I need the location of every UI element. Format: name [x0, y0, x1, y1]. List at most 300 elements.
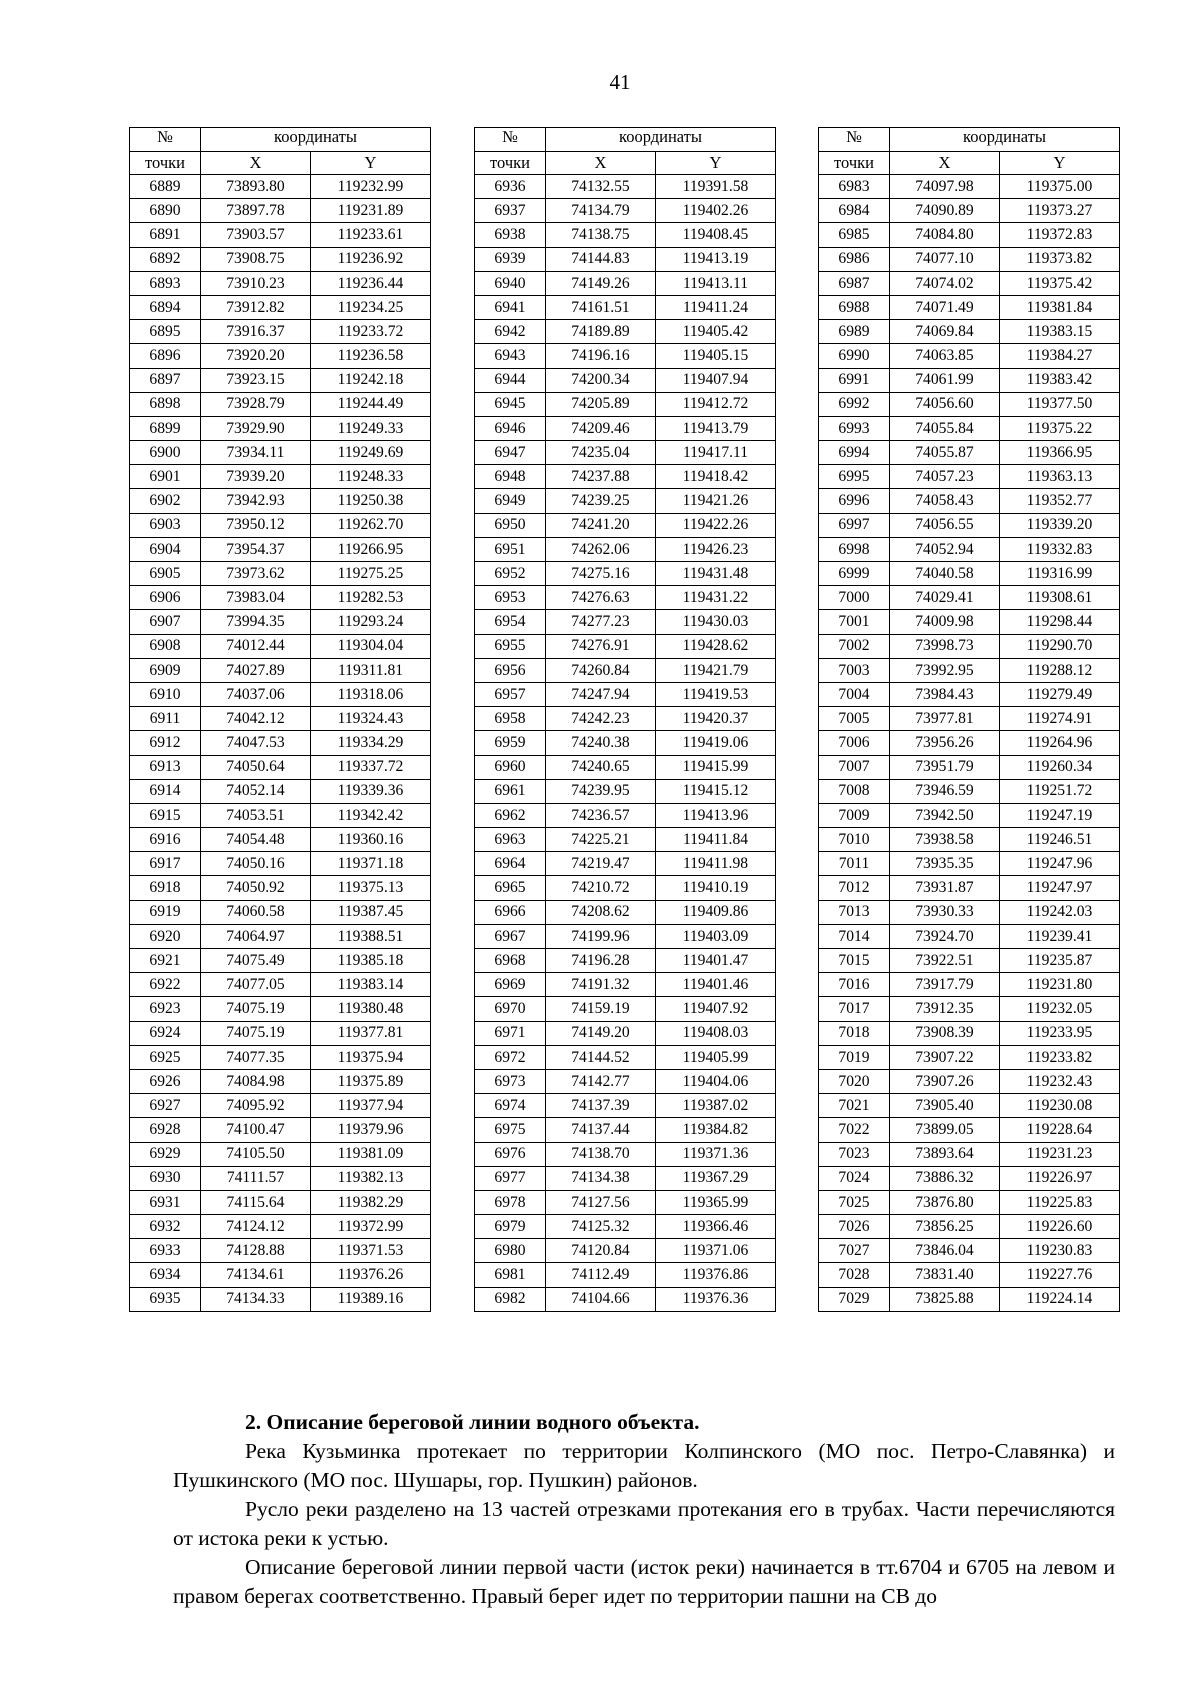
y-coordinate-cell: 119407.94	[656, 368, 776, 392]
point-number-cell: 6958	[475, 707, 546, 731]
point-number-cell: 6934	[130, 1263, 201, 1287]
y-coordinate-cell: 119304.04	[311, 634, 431, 658]
table-row	[475, 368, 776, 392]
x-coordinate-cell: 73998.73	[890, 634, 1000, 658]
x-coordinate-cell: 74134.79	[546, 199, 656, 223]
point-number-cell: 6951	[475, 537, 546, 561]
table-row	[819, 852, 1120, 876]
point-number-cell: 6983	[819, 175, 890, 199]
y-coordinate-cell: 119379.96	[311, 1118, 431, 1142]
x-coordinate-cell: 74054.48	[201, 828, 311, 852]
x-coordinate-cell: 73929.90	[201, 416, 311, 440]
x-coordinate-cell: 73934.11	[201, 441, 311, 465]
table-row	[130, 1069, 431, 1093]
y-coordinate-cell: 119233.82	[1000, 1045, 1120, 1069]
point-number-cell: 6893	[130, 271, 201, 295]
x-coordinate-cell: 74047.53	[201, 731, 311, 755]
x-coordinate-cell: 74125.32	[546, 1215, 656, 1239]
table-row	[130, 344, 431, 368]
x-coordinate-cell: 73922.51	[890, 949, 1000, 973]
point-number-cell: 6981	[475, 1263, 546, 1287]
y-coordinate-cell: 119419.06	[656, 731, 776, 755]
point-number-cell: 6936	[475, 175, 546, 199]
table-row	[130, 707, 431, 731]
header-coordinates: координаты	[890, 128, 1120, 152]
table-row	[475, 175, 776, 199]
x-coordinate-cell: 73912.82	[201, 295, 311, 319]
point-number-cell: 6947	[475, 441, 546, 465]
point-number-cell: 6905	[130, 562, 201, 586]
table-row	[819, 1045, 1120, 1069]
x-coordinate-cell: 74100.47	[201, 1118, 311, 1142]
header-number: №	[819, 128, 890, 152]
y-coordinate-cell: 119290.70	[1000, 634, 1120, 658]
table-row	[130, 1215, 431, 1239]
header-number: №	[475, 128, 546, 152]
header-coordinates: координаты	[201, 128, 431, 152]
x-coordinate-cell: 74262.06	[546, 537, 656, 561]
x-coordinate-cell: 73935.35	[890, 852, 1000, 876]
y-coordinate-cell: 119413.96	[656, 803, 776, 827]
header-number: №	[130, 128, 201, 152]
x-coordinate-cell: 74060.58	[201, 900, 311, 924]
table-row	[475, 416, 776, 440]
table-row	[475, 610, 776, 634]
y-coordinate-cell: 119426.23	[656, 537, 776, 561]
point-number-cell: 6926	[130, 1069, 201, 1093]
table-row	[819, 1094, 1120, 1118]
y-coordinate-cell: 119373.27	[1000, 199, 1120, 223]
table-row	[475, 997, 776, 1021]
y-coordinate-cell: 119417.11	[656, 441, 776, 465]
y-coordinate-cell: 119376.26	[311, 1263, 431, 1287]
point-number-cell: 6891	[130, 223, 201, 247]
table-row	[475, 1094, 776, 1118]
point-number-cell: 6896	[130, 344, 201, 368]
x-coordinate-cell: 74134.33	[201, 1287, 311, 1311]
y-coordinate-cell: 119311.81	[311, 658, 431, 682]
y-coordinate-cell: 119391.58	[656, 175, 776, 199]
y-coordinate-cell: 119231.23	[1000, 1142, 1120, 1166]
point-number-cell: 6953	[475, 586, 546, 610]
table-row	[819, 1263, 1120, 1287]
y-coordinate-cell: 119324.43	[311, 707, 431, 731]
point-number-cell: 6944	[475, 368, 546, 392]
x-coordinate-cell: 74199.96	[546, 924, 656, 948]
y-coordinate-cell: 119249.33	[311, 416, 431, 440]
table-row	[475, 489, 776, 513]
x-coordinate-cell: 74077.10	[890, 247, 1000, 271]
y-coordinate-cell: 119236.58	[311, 344, 431, 368]
y-coordinate-cell: 119371.53	[311, 1239, 431, 1263]
table-row	[130, 586, 431, 610]
x-coordinate-cell: 74149.26	[546, 271, 656, 295]
y-coordinate-cell: 119384.27	[1000, 344, 1120, 368]
point-number-cell: 6969	[475, 973, 546, 997]
y-coordinate-cell: 119430.03	[656, 610, 776, 634]
point-number-cell: 6941	[475, 295, 546, 319]
point-number-cell: 6961	[475, 779, 546, 803]
paragraph: Русло реки разделено на 13 частей отрезками протекания его в трубах. Части перечисляются от истока реки к устью.	[173, 1497, 1115, 1550]
table-row	[130, 924, 431, 948]
table-row	[475, 779, 776, 803]
point-number-cell: 6946	[475, 416, 546, 440]
y-coordinate-cell: 119332.83	[1000, 537, 1120, 561]
y-coordinate-cell: 119380.48	[311, 997, 431, 1021]
y-coordinate-cell: 119298.44	[1000, 610, 1120, 634]
table-row	[819, 295, 1120, 319]
x-coordinate-cell: 73920.20	[201, 344, 311, 368]
y-coordinate-cell: 119227.76	[1000, 1263, 1120, 1287]
table-row	[130, 658, 431, 682]
point-number-cell: 6974	[475, 1094, 546, 1118]
x-coordinate-cell: 73939.20	[201, 465, 311, 489]
table-row	[475, 1263, 776, 1287]
x-coordinate-cell: 74149.20	[546, 1021, 656, 1045]
y-coordinate-cell: 119372.99	[311, 1215, 431, 1239]
table-row	[819, 199, 1120, 223]
x-coordinate-cell: 74055.87	[890, 441, 1000, 465]
table-row	[130, 513, 431, 537]
table-row	[130, 1045, 431, 1069]
y-coordinate-cell: 119376.36	[656, 1287, 776, 1311]
table-row	[819, 1118, 1120, 1142]
table-row	[819, 489, 1120, 513]
point-number-cell: 7010	[819, 828, 890, 852]
point-number-cell: 6919	[130, 900, 201, 924]
y-coordinate-cell: 119382.29	[311, 1190, 431, 1214]
y-coordinate-cell: 119262.70	[311, 513, 431, 537]
point-number-cell: 6979	[475, 1215, 546, 1239]
point-number-cell: 6911	[130, 707, 201, 731]
point-number-cell: 7023	[819, 1142, 890, 1166]
x-coordinate-cell: 73938.58	[890, 828, 1000, 852]
y-coordinate-cell: 119251.72	[1000, 779, 1120, 803]
x-coordinate-cell: 74057.23	[890, 465, 1000, 489]
x-coordinate-cell: 74074.02	[890, 271, 1000, 295]
x-coordinate-cell: 74239.95	[546, 779, 656, 803]
y-coordinate-cell: 119230.83	[1000, 1239, 1120, 1263]
table-row	[475, 949, 776, 973]
x-coordinate-cell: 73942.50	[890, 803, 1000, 827]
table-row	[475, 1287, 776, 1311]
point-number-cell: 6908	[130, 634, 201, 658]
table-row	[130, 1094, 431, 1118]
y-coordinate-cell: 119366.46	[656, 1215, 776, 1239]
table-row	[819, 755, 1120, 779]
header-y: Y	[656, 152, 776, 175]
point-number-cell: 6923	[130, 997, 201, 1021]
point-number-cell: 6935	[130, 1287, 201, 1311]
point-number-cell: 7003	[819, 658, 890, 682]
y-coordinate-cell: 119274.91	[1000, 707, 1120, 731]
point-number-cell: 6978	[475, 1190, 546, 1214]
table-row	[130, 803, 431, 827]
table-row	[475, 295, 776, 319]
header-x: X	[546, 152, 656, 175]
table-row	[130, 852, 431, 876]
x-coordinate-cell: 73924.70	[890, 924, 1000, 948]
x-coordinate-cell: 73984.43	[890, 682, 1000, 706]
y-coordinate-cell: 119418.42	[656, 465, 776, 489]
table-row	[475, 1190, 776, 1214]
table-row	[819, 175, 1120, 199]
y-coordinate-cell: 119385.18	[311, 949, 431, 973]
table-row	[819, 465, 1120, 489]
point-number-cell: 6959	[475, 731, 546, 755]
x-coordinate-cell: 74052.94	[890, 537, 1000, 561]
header-y: Y	[1000, 152, 1120, 175]
table-row	[130, 1142, 431, 1166]
table-row	[130, 247, 431, 271]
point-number-cell: 7020	[819, 1069, 890, 1093]
table-row	[130, 562, 431, 586]
point-number-cell: 6928	[130, 1118, 201, 1142]
x-coordinate-cell: 74191.32	[546, 973, 656, 997]
table-row	[130, 537, 431, 561]
y-coordinate-cell: 119235.87	[1000, 949, 1120, 973]
point-number-cell: 6943	[475, 344, 546, 368]
point-number-cell: 6942	[475, 320, 546, 344]
y-coordinate-cell: 119403.09	[656, 924, 776, 948]
table-row	[819, 537, 1120, 561]
table-row	[130, 682, 431, 706]
table-row	[819, 368, 1120, 392]
y-coordinate-cell: 119428.62	[656, 634, 776, 658]
point-number-cell: 6980	[475, 1239, 546, 1263]
y-coordinate-cell: 119409.86	[656, 900, 776, 924]
table-row	[130, 223, 431, 247]
table-row	[819, 344, 1120, 368]
table-row	[475, 731, 776, 755]
x-coordinate-cell: 74075.49	[201, 949, 311, 973]
x-coordinate-cell: 74210.72	[546, 876, 656, 900]
y-coordinate-cell: 119236.92	[311, 247, 431, 271]
table-row	[819, 1287, 1120, 1311]
point-number-cell: 6968	[475, 949, 546, 973]
y-coordinate-cell: 119415.12	[656, 779, 776, 803]
point-number-cell: 6918	[130, 876, 201, 900]
x-coordinate-cell: 74090.89	[890, 199, 1000, 223]
table-row	[819, 731, 1120, 755]
x-coordinate-cell: 74124.12	[201, 1215, 311, 1239]
y-coordinate-cell: 119337.72	[311, 755, 431, 779]
y-coordinate-cell: 119318.06	[311, 682, 431, 706]
x-coordinate-cell: 74027.89	[201, 658, 311, 682]
table-row	[819, 513, 1120, 537]
table-row	[475, 1166, 776, 1190]
x-coordinate-cell: 74042.12	[201, 707, 311, 731]
y-coordinate-cell: 119232.43	[1000, 1069, 1120, 1093]
table-row	[819, 416, 1120, 440]
point-number-cell: 7005	[819, 707, 890, 731]
table-row	[819, 223, 1120, 247]
table-row	[819, 682, 1120, 706]
x-coordinate-cell: 74196.28	[546, 949, 656, 973]
x-coordinate-cell: 74104.66	[546, 1287, 656, 1311]
x-coordinate-cell: 74075.19	[201, 997, 311, 1021]
point-number-cell: 6986	[819, 247, 890, 271]
x-coordinate-cell: 74115.64	[201, 1190, 311, 1214]
table-row	[475, 634, 776, 658]
table-row	[130, 1190, 431, 1214]
x-coordinate-cell: 74276.63	[546, 586, 656, 610]
table-row	[475, 537, 776, 561]
point-number-cell: 6992	[819, 392, 890, 416]
y-coordinate-cell: 119233.61	[311, 223, 431, 247]
table-row	[475, 1069, 776, 1093]
x-coordinate-cell: 74053.51	[201, 803, 311, 827]
y-coordinate-cell: 119239.41	[1000, 924, 1120, 948]
y-coordinate-cell: 119226.97	[1000, 1166, 1120, 1190]
y-coordinate-cell: 119334.29	[311, 731, 431, 755]
x-coordinate-cell: 74064.97	[201, 924, 311, 948]
table-row	[475, 973, 776, 997]
x-coordinate-cell: 74241.20	[546, 513, 656, 537]
point-number-cell: 7008	[819, 779, 890, 803]
y-coordinate-cell: 119377.94	[311, 1094, 431, 1118]
table-row	[819, 900, 1120, 924]
point-number-cell: 6950	[475, 513, 546, 537]
y-coordinate-cell: 119363.13	[1000, 465, 1120, 489]
x-coordinate-cell: 74071.49	[890, 295, 1000, 319]
y-coordinate-cell: 119244.49	[311, 392, 431, 416]
x-coordinate-cell: 74161.51	[546, 295, 656, 319]
point-number-cell: 6909	[130, 658, 201, 682]
x-coordinate-cell: 74058.43	[890, 489, 1000, 513]
point-number-cell: 6957	[475, 682, 546, 706]
point-number-cell: 6991	[819, 368, 890, 392]
x-coordinate-cell: 74240.65	[546, 755, 656, 779]
x-coordinate-cell: 74142.77	[546, 1069, 656, 1093]
y-coordinate-cell: 119275.25	[311, 562, 431, 586]
point-number-cell: 6931	[130, 1190, 201, 1214]
x-coordinate-cell: 73923.15	[201, 368, 311, 392]
y-coordinate-cell: 119387.45	[311, 900, 431, 924]
table-row	[475, 247, 776, 271]
table-row	[130, 392, 431, 416]
point-number-cell: 6913	[130, 755, 201, 779]
table-row	[130, 949, 431, 973]
x-coordinate-cell: 73899.05	[890, 1118, 1000, 1142]
x-coordinate-cell: 74055.84	[890, 416, 1000, 440]
x-coordinate-cell: 73928.79	[201, 392, 311, 416]
x-coordinate-cell: 73910.23	[201, 271, 311, 295]
y-coordinate-cell: 119408.03	[656, 1021, 776, 1045]
y-coordinate-cell: 119247.19	[1000, 803, 1120, 827]
y-coordinate-cell: 119339.36	[311, 779, 431, 803]
y-coordinate-cell: 119250.38	[311, 489, 431, 513]
table-row	[130, 973, 431, 997]
point-number-cell: 6906	[130, 586, 201, 610]
x-coordinate-cell: 73893.64	[890, 1142, 1000, 1166]
y-coordinate-cell: 119224.14	[1000, 1287, 1120, 1311]
y-coordinate-cell: 119293.24	[311, 610, 431, 634]
point-number-cell: 6972	[475, 1045, 546, 1069]
x-coordinate-cell: 73973.62	[201, 562, 311, 586]
y-coordinate-cell: 119431.48	[656, 562, 776, 586]
y-coordinate-cell: 119419.53	[656, 682, 776, 706]
x-coordinate-cell: 74242.23	[546, 707, 656, 731]
point-number-cell: 6929	[130, 1142, 201, 1166]
table-row	[130, 900, 431, 924]
table-row	[130, 755, 431, 779]
x-coordinate-cell: 74219.47	[546, 852, 656, 876]
point-number-cell: 6903	[130, 513, 201, 537]
point-number-cell: 6899	[130, 416, 201, 440]
x-coordinate-cell: 74009.98	[890, 610, 1000, 634]
table-row	[130, 634, 431, 658]
x-coordinate-cell: 73893.80	[201, 175, 311, 199]
table-row	[819, 562, 1120, 586]
x-coordinate-cell: 74235.04	[546, 441, 656, 465]
table-row	[819, 707, 1120, 731]
y-coordinate-cell: 119375.00	[1000, 175, 1120, 199]
y-coordinate-cell: 119282.53	[311, 586, 431, 610]
x-coordinate-cell: 74205.89	[546, 392, 656, 416]
table-row	[475, 924, 776, 948]
point-number-cell: 6960	[475, 755, 546, 779]
x-coordinate-cell: 74052.14	[201, 779, 311, 803]
table-row	[475, 828, 776, 852]
x-coordinate-cell: 73977.81	[890, 707, 1000, 731]
y-coordinate-cell: 119247.96	[1000, 852, 1120, 876]
table-row	[819, 271, 1120, 295]
table-row	[130, 997, 431, 1021]
header-point: точки	[819, 152, 890, 175]
table-row	[475, 682, 776, 706]
x-coordinate-cell: 73930.33	[890, 900, 1000, 924]
point-number-cell: 6917	[130, 852, 201, 876]
x-coordinate-cell: 74137.44	[546, 1118, 656, 1142]
table-row	[130, 1166, 431, 1190]
point-number-cell: 6920	[130, 924, 201, 948]
y-coordinate-cell: 119247.97	[1000, 876, 1120, 900]
y-coordinate-cell: 119405.42	[656, 320, 776, 344]
x-coordinate-cell: 74208.62	[546, 900, 656, 924]
point-number-cell: 6890	[130, 199, 201, 223]
x-coordinate-cell: 74144.83	[546, 247, 656, 271]
y-coordinate-cell: 119389.16	[311, 1287, 431, 1311]
y-coordinate-cell: 119411.98	[656, 852, 776, 876]
y-coordinate-cell: 119376.86	[656, 1263, 776, 1287]
point-number-cell: 6973	[475, 1069, 546, 1093]
x-coordinate-cell: 73905.40	[890, 1094, 1000, 1118]
x-coordinate-cell: 74120.84	[546, 1239, 656, 1263]
table-row	[475, 1215, 776, 1239]
y-coordinate-cell: 119231.89	[311, 199, 431, 223]
y-coordinate-cell: 119421.26	[656, 489, 776, 513]
y-coordinate-cell: 119412.72	[656, 392, 776, 416]
table-row	[130, 1239, 431, 1263]
point-number-cell: 6925	[130, 1045, 201, 1069]
y-coordinate-cell: 119415.99	[656, 755, 776, 779]
point-number-cell: 6933	[130, 1239, 201, 1263]
table-row	[819, 320, 1120, 344]
y-coordinate-cell: 119308.61	[1000, 586, 1120, 610]
point-number-cell: 6904	[130, 537, 201, 561]
x-coordinate-cell: 74138.70	[546, 1142, 656, 1166]
point-number-cell: 7022	[819, 1118, 890, 1142]
coordinates-table-1	[129, 127, 431, 1312]
table-row	[819, 1166, 1120, 1190]
point-number-cell: 7012	[819, 876, 890, 900]
point-number-cell: 6999	[819, 562, 890, 586]
y-coordinate-cell: 119383.42	[1000, 368, 1120, 392]
paragraph: Описание береговой линии первой части (исток реки) начинается в тт.6704 и 6705 на левом и правом берегах соответственно. Правый берег идет по территории пашни на СВ до	[173, 1555, 1115, 1608]
point-number-cell: 6901	[130, 465, 201, 489]
page-number: 41	[609, 70, 631, 94]
